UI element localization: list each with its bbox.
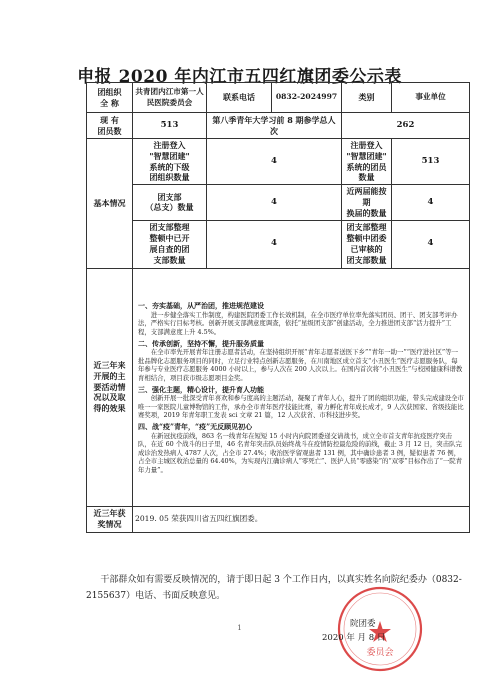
- svg-text:委员会: 委员会: [366, 648, 394, 658]
- study-value: 262: [342, 113, 470, 139]
- activity-heading: 三、强化主题，精心设计，提升育人功能: [138, 384, 264, 394]
- activity-text: 创新开展一批深受青年喜欢和参与度高的主题活动，凝聚了青年人心，提升了团的组织功能，带头完成建设全市唯一一家医院儿童博物馆的工作，承办全市青年医疗技能比赛，着力孵化青年成长成才，9 人次获国家、省级技能比赛奖项，2019 年青年职工发表 sci 文章 21 篇，12 人次获省、市科技进步奖。: [138, 394, 464, 420]
- branch-count-value: 4: [207, 185, 342, 220]
- signer: 院团委: [350, 619, 376, 629]
- members-label: 现 有 团员数: [87, 113, 133, 139]
- self-check-label: 团支部整理 整顿中已开 展自查的团 支部数量: [133, 220, 207, 268]
- application-form-table: [86, 82, 470, 533]
- category-value: 事业单位: [392, 83, 470, 113]
- awards-value: 2019. 05 荣获四川省五四红旗团委。: [133, 506, 470, 532]
- sub-orgs-label: 注册登入 "智慧团建" 系统的下级 团组织数量: [133, 139, 207, 185]
- sub-orgs-value: 4: [207, 139, 342, 185]
- activity-text: 在全市率先开展青年注册志愿者活动，在坚持组织开展“青年志愿者送医下乡”“青年一助一”“医疗进社区”等一批品牌化志愿服务项目的同时，立足行业特点创新志愿服务，在川南地区成立首支“小丑医生”医疗志愿服务队，每年参与专业医疗志愿服务 4000 小时以上，参与人次在 200 人次以上。在国内首次将“小丑医生”与校园健康科谱教育相结合，项目获市级志愿项目金奖。: [138, 348, 463, 383]
- activity-heading: 四、战“疫”青年，“疫”无反顾见初心: [138, 422, 253, 432]
- reviewed-branches-value: 4: [392, 220, 470, 268]
- sign-date: 2020 年 月 8 日: [322, 633, 386, 643]
- on-time-election-value: 4: [392, 185, 470, 220]
- page-title: 申报 2020 年内江市五四红旗团委公示表: [77, 67, 402, 87]
- self-check-value: 4: [207, 220, 342, 268]
- activity-heading: 二、传承创新，坚持不懈，提升服务质量: [138, 338, 264, 348]
- members-value: 513: [133, 113, 207, 139]
- registered-members-label: 注册登入 "智慧团建" 系统的团员数量: [342, 139, 392, 185]
- public-notice: 干部群众如有需要反映情况的，请于即日起 3 个工作日内，以真实姓名向院纪委办（0832-2155637）电话、书面反映意见。: [86, 575, 462, 601]
- main-activities-content: [133, 268, 470, 506]
- awards-label: 近三年获 奖情况: [87, 506, 133, 532]
- activity-heading: 一、夯实基础，从严治团，推进规范建设: [138, 301, 264, 311]
- unit-name-value: 共青团内江市第一人民医院委员会: [133, 83, 207, 113]
- activity-text: 进一步健全落实工作制度，构建医院团委工作长效机制，在全市医疗单位率先落实团员、团干、团支部考评办法，严格实行目标考核。创新开展支部满意度调查，依托“星级团支部”创建活动，全力推进团支部“活力提升”工程，支部满意度上升 4.5%。: [138, 310, 458, 337]
- phone-value: 0832-2024997: [272, 83, 342, 113]
- category-label: 类别: [342, 83, 392, 113]
- page-number: 1: [237, 624, 242, 632]
- branch-count-label: 团支部 （总支）数量: [133, 185, 207, 220]
- main-activities-label: 近三年来 开展的主 要活动情 况以及取 得的效果: [87, 268, 133, 506]
- basic-info-label: 基本情况: [87, 139, 133, 269]
- study-label: 第八季青年大学习前 8 期参学总人次: [207, 113, 342, 139]
- on-time-election-label: 近两届能按期 换届的数量: [342, 185, 392, 220]
- reviewed-branches-label: 团支部整理 整顿中团委 已审核的 团支部数量: [342, 220, 392, 268]
- activity-text: 在新冠抗疫前线，863 名一线青年在短短 15 小时内向院团委递交请战书，成立全市首支青年抗疫医疗突击队，在近 60 个战斗的日子里，46 名青年突击队员始终战斗在疫情防控最危险的前线，截止 3 月 12 日，突击队完成诊治发热病人 4787 人次，占全市 27.4%；收治医学留观患者 131 例，其中确诊患者 3 例，疑似患者 76 例，占全市主城区收治总量的 64.40%，为实现内江确诊病人“零死亡”、医护人员“零感染”的“双零”目标作出了“一院青年力量”。: [138, 431, 463, 475]
- unit-name-label: 团组织 全 称: [87, 83, 133, 113]
- registered-members-value: 513: [392, 139, 470, 185]
- phone-label: 联系电话: [207, 83, 272, 113]
